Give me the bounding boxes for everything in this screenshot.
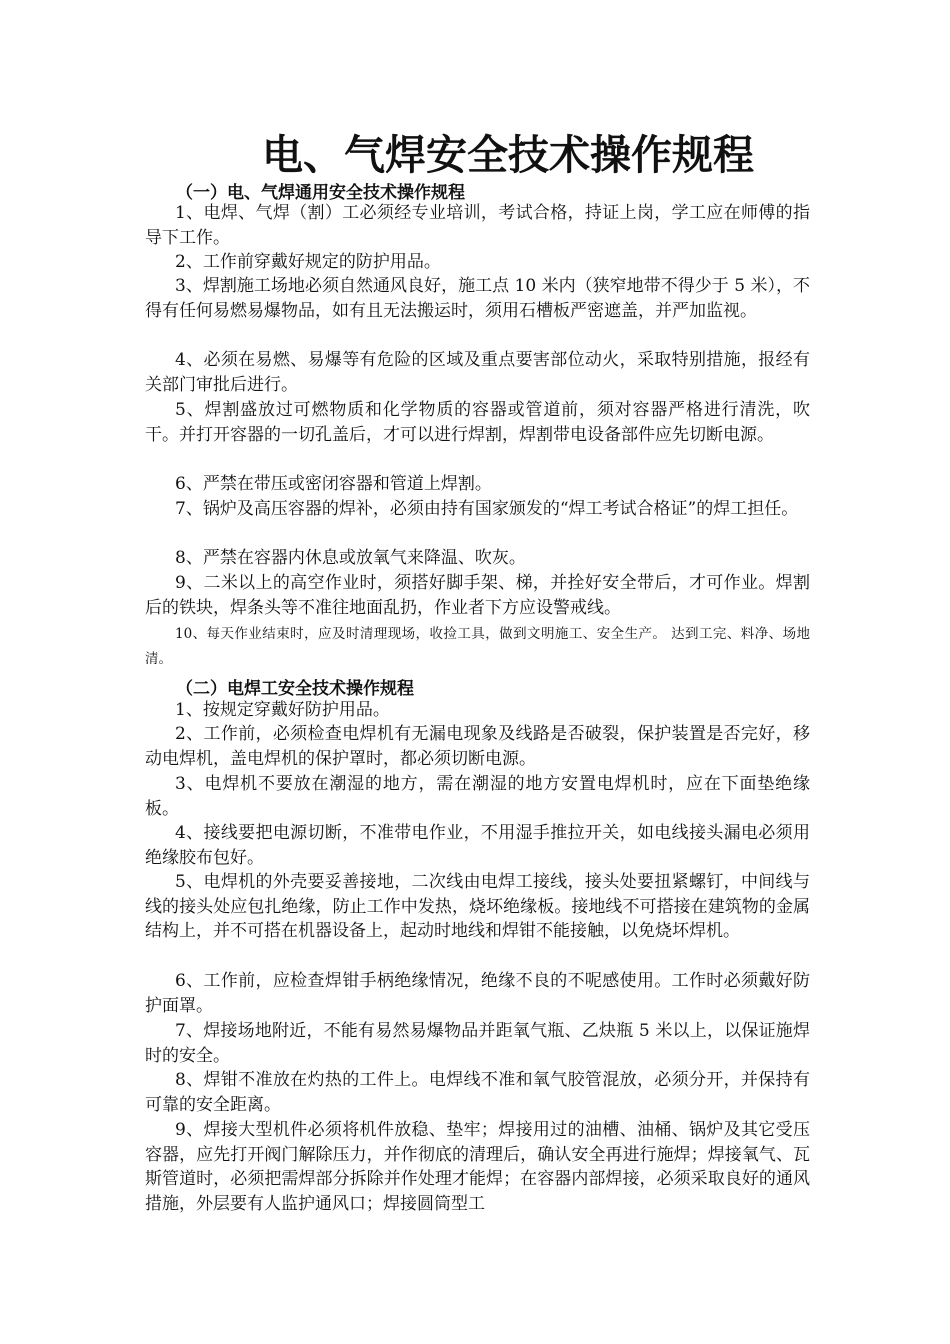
paragraph: 3、电焊机不要放在潮湿的地方，需在潮湿的地方安置电焊机时，应在下面垫绝缘板。 [145, 774, 810, 819]
section-1-heading: （一）电、气焊通用安全技术操作规程 [176, 183, 465, 203]
paragraph: 8、严禁在容器内休息或放氧气来降温、吹灰。 [175, 548, 526, 568]
section-2-heading: （二）电焊工安全技术操作规程 [176, 679, 414, 699]
paragraph: 7、锅炉及高压容器的焊补，必须由持有国家颁发的“焊工考试合格证”的焊工担任。 [175, 499, 799, 519]
paragraph: 3、焊割施工场地必须自然通风良好，施工点 10 米内（狭窄地带不得少于 5 米），不得有任何易燃易爆物品，如有且无法搬运时，须用石槽板严密遮盖，并严加监视。 [145, 276, 810, 321]
paragraph: 5、焊割盛放过可燃物质和化学物质的容器或管道前，须对容器严格进行清洗，吹干。并打开容器的一切孔盖后，才可以进行焊割，焊割带电设备部件应先切断电源。 [145, 400, 810, 445]
paragraph: 6、严禁在带压或密闭容器和管道上焊割。 [175, 474, 492, 494]
paragraph: 1、电焊、气焊（割）工必须经专业培训，考试合格，持证上岗，学工应在师傅的指导下工作。 [145, 203, 810, 248]
paragraph: 9、二米以上的高空作业时，须搭好脚手架、梯，并拴好安全带后，才可作业。焊割后的铁块，焊条头等不准往地面乱扔，作业者下方应设警戒线。 [145, 573, 810, 618]
paragraph: 9、焊接大型机件必须将机件放稳、垫牢；焊接用过的油槽、油桶、锅炉及其它受压容器，应先打开阀门解除压力，并作彻底的清理后，确认安全再进行施焊；焊接氧气、瓦斯管道时，必须把需焊部分拆除并作处理才能焊；在容器内部焊接，必须采取良好的通风措施，外层要有人监护通风口；焊接圆筒型工 [145, 1120, 810, 1214]
paragraph: 7、焊接场地附近，不能有易然易爆物品并距氧气瓶、乙炔瓶 5 米以上，以保证施焊时的安全。 [145, 1021, 810, 1066]
paragraph: 8、焊钳不准放在灼热的工件上。电焊线不准和氧气胶管混放，必须分开，并保持有可靠的安全距离。 [145, 1070, 810, 1115]
paragraph: 2、工作前穿戴好规定的防护用品。 [175, 252, 441, 272]
paragraph: 2、工作前，必须检查电焊机有无漏电现象及线路是否破裂，保护装置是否完好，移动电焊机，盖电焊机的保护罩时，都必须切断电源。 [145, 724, 810, 769]
page-title: 电、气焊安全技术操作规程 [262, 131, 754, 179]
paragraph: 1、按规定穿戴好防护用品。 [175, 700, 390, 720]
paragraph: 10、每天作业结束时，应及时清理现场，收捡工具，做到文明施工、安全生产。 达到工完、料净、场地清。 [145, 626, 810, 667]
paragraph: 4、接线要把电源切断，不准带电作业，不用湿手推拉开关，如电线接头漏电必须用绝缘胶布包好。 [145, 823, 810, 868]
paragraph: 5、电焊机的外壳要妥善接地，二次线由电焊工接线，接头处要扭紧螺钉，中间线与线的接头处应包扎绝缘，防止工作中发热，烧坏绝缘板。接地线不可搭接在建筑物的金属结构上，并不可搭在机器设备上，起动时地线和焊钳不能接触，以免烧坏焊机。 [145, 872, 810, 942]
paragraph: 4、必须在易燃、易爆等有危险的区域及重点要害部位动火，采取特别措施，报经有关部门审批后进行。 [145, 350, 810, 395]
paragraph: 6、工作前，应检查焊钳手柄绝缘情况，绝缘不良的不呢感使用。工作时必须戴好防护面罩。 [145, 971, 810, 1016]
